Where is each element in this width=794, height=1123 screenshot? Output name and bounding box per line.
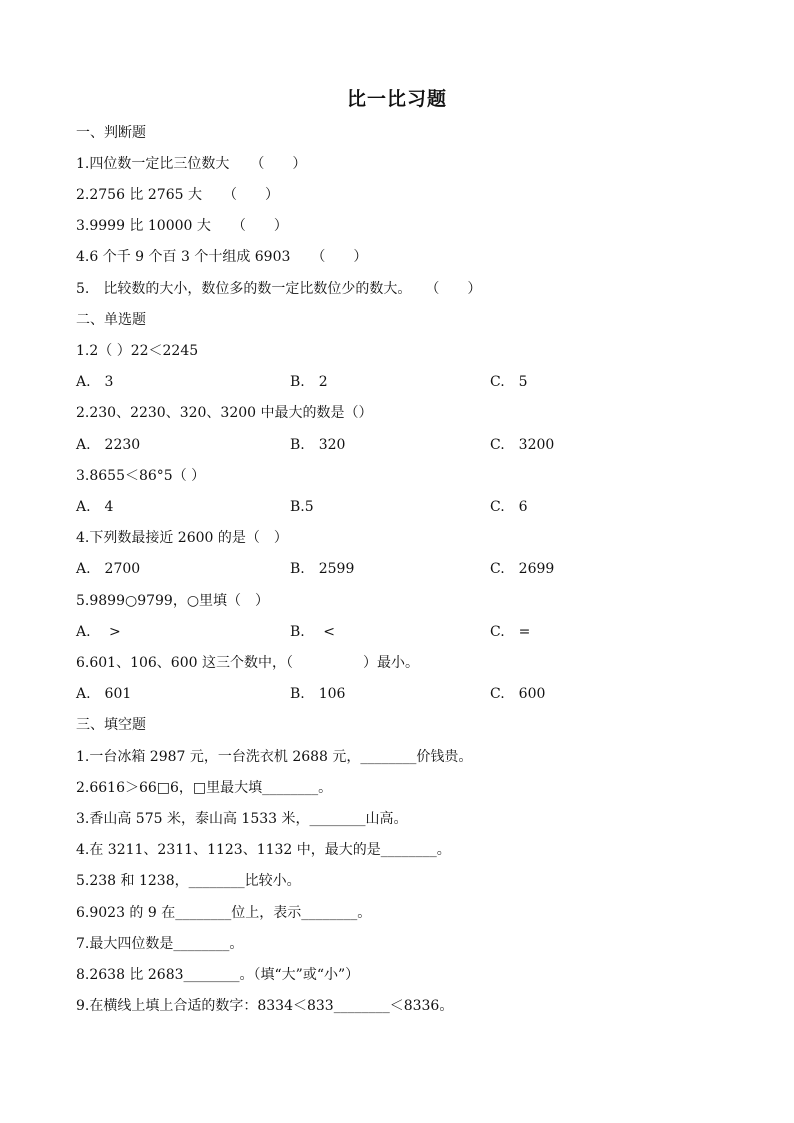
choice-option-6c: C. 600 (490, 686, 546, 702)
choice-option-2a: A. 2230 (76, 437, 141, 453)
fill-in-item-3: 3.香山高 575 米，泰山高 1533 米，________山高。 (76, 811, 408, 827)
choice-option-4c: C. 2699 (490, 561, 555, 577)
choice-option-5c: C. = (490, 624, 531, 640)
fill-in-item-6: 6.9023 的 9 在________位上，表示________。 (76, 905, 372, 921)
fill-in-item-4: 4.在 3211、2311、1123、1132 中，最大的是________。 (76, 842, 451, 858)
choice-question-1: 1.2（ ）22＜2245 (76, 343, 199, 359)
choice-question-6: 6.601、106、600 这三个数中，（ ）最小。 (76, 655, 419, 671)
choice-question-4: 4.下列数最接近 2600 的是（ ） (76, 530, 288, 546)
choice-option-6b: B. 106 (290, 686, 346, 702)
choice-option-2b: B. 320 (290, 437, 346, 453)
section-heading-true-false: 一、判断题 (76, 125, 146, 141)
choice-option-1c: C. 5 (490, 374, 528, 390)
fill-in-item-7: 7.最大四位数是________。 (76, 936, 244, 952)
section-heading-multiple-choice: 二、单选题 (76, 312, 146, 328)
fill-in-item-1: 1.一台冰箱 2987 元，一台洗衣机 2688 元，________价钱贵。 (76, 749, 473, 765)
choice-question-5: 5.9899○9799，○里填（ ） (76, 593, 270, 609)
choice-option-1b: B. 2 (290, 374, 328, 390)
true-false-item-2: 2.2756 比 2765 大 （ ） (76, 187, 279, 203)
fill-in-item-9: 9.在横线上填上合适的数字：8334＜833________＜8336。 (76, 998, 454, 1014)
choice-option-3c: C. 6 (490, 499, 528, 515)
true-false-item-5: 5. 比较数的大小，数位多的数一定比数位少的数大。 （ ） (76, 281, 482, 297)
fill-in-item-2: 2.6616＞66□6，□里最大填________。 (76, 780, 333, 796)
choice-option-5a: A. > (76, 624, 121, 640)
choice-option-2c: C. 3200 (490, 437, 555, 453)
fill-in-item-5: 5.238 和 1238，________比较小。 (76, 873, 301, 889)
choice-option-6a: A. 601 (76, 686, 132, 702)
true-false-item-4: 4.6 个千 9 个百 3 个十组成 6903 （ ） (76, 249, 368, 265)
choice-option-5b: B. < (290, 624, 335, 640)
true-false-item-1: 1.四位数一定比三位数大 （ ） (76, 156, 307, 172)
choice-option-3a: A. 4 (76, 499, 114, 515)
section-heading-fill-in: 三、填空题 (76, 717, 146, 733)
choice-option-3b: B.5 (290, 499, 314, 515)
choice-question-2: 2.230、2230、320、3200 中最大的数是（） (76, 405, 373, 421)
fill-in-item-8: 8.2638 比 2683________。（填“大”或“小”） (76, 967, 360, 983)
choice-option-4b: B. 2599 (290, 561, 355, 577)
true-false-item-3: 3.9999 比 10000 大 （ ） (76, 218, 288, 234)
choice-option-4a: A. 2700 (76, 561, 141, 577)
choice-question-3: 3.8655＜86°5（ ） (76, 468, 206, 484)
page-title: 比一比习题 (346, 88, 447, 110)
choice-option-1a: A. 3 (76, 374, 114, 390)
